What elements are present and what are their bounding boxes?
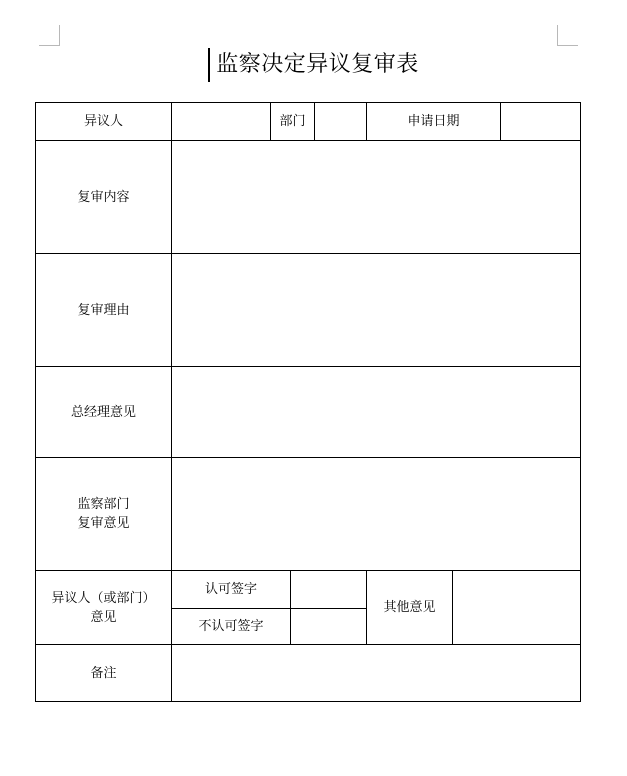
supervision-opinion-cell[interactable] [172,458,581,571]
supervision-opinion-label-line2: 复审意见 [77,516,130,531]
table-row [36,141,581,254]
document-title[interactable]: 监察决定异议复审表 [216,52,419,77]
review-form-table [35,102,581,702]
top-right-margin-mark [557,25,578,46]
department-value-cell[interactable] [315,103,367,141]
table-row [36,103,581,141]
remarks-label: 备注 [36,645,172,702]
review-content-cell[interactable] [172,141,581,254]
department-label: 部门 [271,103,315,141]
other-opinion-label: 其他意见 [367,571,453,645]
table-row [36,367,581,458]
review-content-label: 复审内容 [36,141,172,254]
top-left-margin-mark [39,25,60,46]
gm-opinion-label: 总经理意见 [36,367,172,458]
apply-date-label: 申请日期 [367,103,501,141]
table-row [36,645,581,702]
objector-opinion-label [36,571,172,645]
supervision-opinion-label [36,458,172,571]
gm-opinion-cell[interactable] [172,367,581,458]
accept-sign-cell[interactable] [291,571,367,609]
accept-sign-label: 认可签字 [172,571,291,609]
objector-opinion-label-line2: 意见 [90,609,117,625]
table-row [36,254,581,367]
reject-sign-cell[interactable] [291,609,367,645]
table-row [36,458,581,571]
objector-value-cell[interactable] [172,103,271,141]
review-reason-cell[interactable] [172,254,581,367]
review-reason-label: 复审理由 [36,254,172,367]
table-row [36,571,581,609]
objector-label: 异议人 [36,103,172,141]
objector-opinion-label-line1: 异议人（或部门） [51,590,156,606]
remarks-cell[interactable] [172,645,581,702]
reject-sign-label: 不认可签字 [172,609,291,645]
apply-date-value-cell[interactable] [501,103,581,141]
supervision-opinion-label-line1: 监察部门 [77,497,130,512]
other-opinion-cell[interactable] [453,571,581,645]
